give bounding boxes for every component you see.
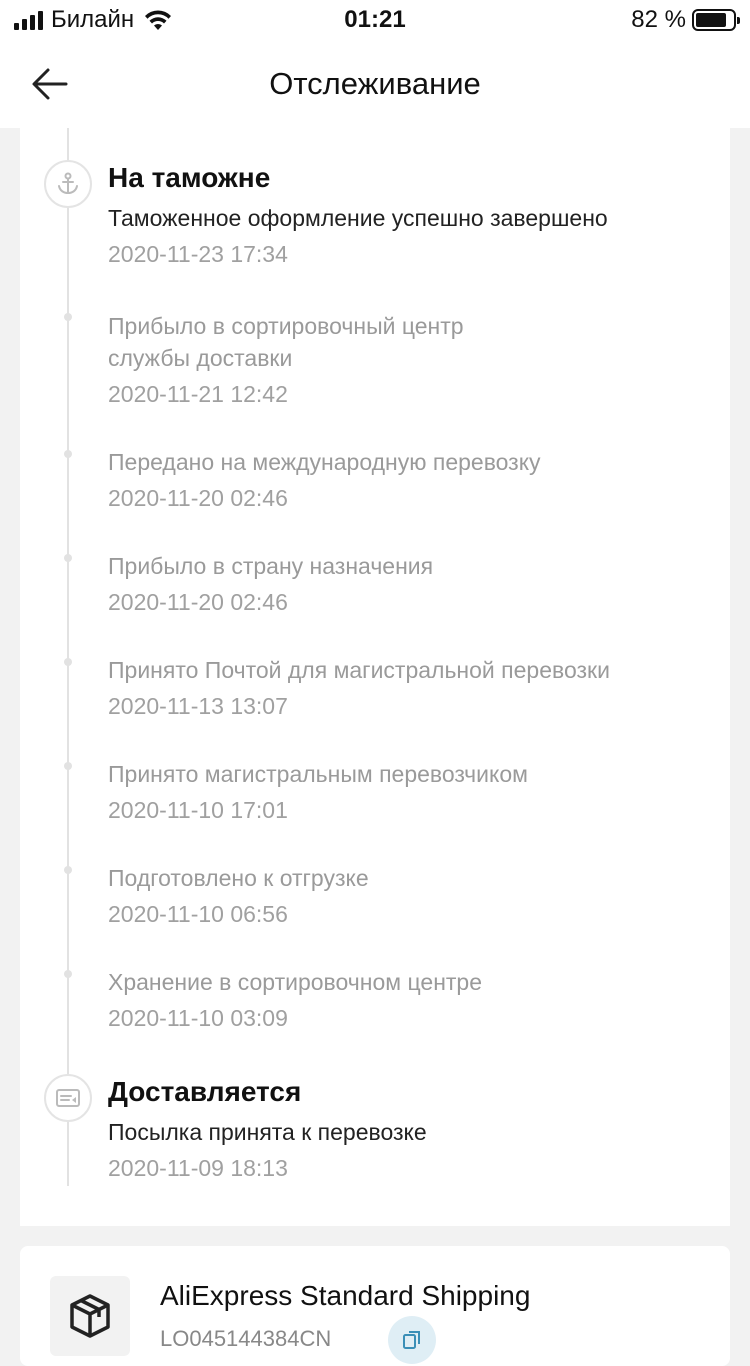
timeline-dot (64, 554, 72, 562)
shipping-method-card (20, 1246, 730, 1366)
event-date: 2020-11-23 17:34 (108, 241, 288, 267)
event-description: Подготовлено к отгрузке (108, 865, 369, 891)
carrier-name: Билайн (51, 6, 135, 33)
timeline-dot (64, 866, 72, 874)
nav-header (0, 40, 750, 128)
clock: 01:21 (344, 6, 406, 33)
event-description: Принято магистральным перевозчиком (108, 761, 528, 787)
timeline-event (108, 758, 708, 826)
event-date: 2020-11-10 06:56 (108, 901, 288, 927)
timeline-event (108, 162, 708, 270)
timeline-event (108, 310, 528, 410)
event-description: Прибыло в страну назначения (108, 553, 434, 579)
timeline-dot (64, 313, 72, 321)
tracking-timeline (20, 128, 730, 1226)
timeline-dot (64, 970, 72, 978)
shipping-card-icon (44, 1074, 92, 1122)
status-bar (0, 0, 750, 40)
battery-icon (692, 9, 736, 31)
page-title: Отслеживание (269, 66, 481, 101)
battery-percent: 82 % (631, 6, 686, 33)
event-description: Таможенное оформление успешно завершено (108, 205, 608, 231)
timeline-event (108, 550, 708, 618)
timeline-line (67, 128, 69, 1186)
package-icon (50, 1276, 130, 1356)
tracking-number: LO045144384CN (160, 1326, 332, 1351)
event-description: Принято Почтой для магистральной перевозки (108, 657, 610, 683)
event-date: 2020-11-20 02:46 (108, 485, 288, 511)
event-date: 2020-11-09 18:13 (108, 1155, 288, 1181)
timeline-event (108, 966, 708, 1034)
timeline-dot (64, 762, 72, 770)
event-title: На таможне (108, 162, 271, 193)
event-date: 2020-11-21 12:42 (108, 381, 288, 407)
event-date: 2020-11-20 02:46 (108, 589, 288, 615)
timeline-event (108, 862, 708, 930)
event-date: 2020-11-10 03:09 (108, 1005, 288, 1031)
shipping-method-name: AliExpress Standard Shipping (160, 1280, 531, 1311)
timeline-event (108, 654, 708, 722)
copy-button[interactable] (388, 1316, 436, 1364)
event-description: Хранение в сортировочном центре (108, 969, 483, 995)
event-description: Прибыло в сортировочный центр службы доставки (108, 313, 464, 371)
timeline-event (108, 1076, 708, 1184)
event-description: Посылка принята к перевозке (108, 1119, 427, 1145)
event-description: Передано на международную перевозку (108, 449, 541, 475)
timeline-event (108, 446, 708, 514)
event-date: 2020-11-13 13:07 (108, 693, 288, 719)
copy-icon (401, 1329, 423, 1351)
event-title: Доставляется (108, 1076, 302, 1107)
anchor-icon (44, 160, 92, 208)
timeline-dot (64, 658, 72, 666)
event-date: 2020-11-10 17:01 (108, 797, 288, 823)
timeline-dot (64, 450, 72, 458)
